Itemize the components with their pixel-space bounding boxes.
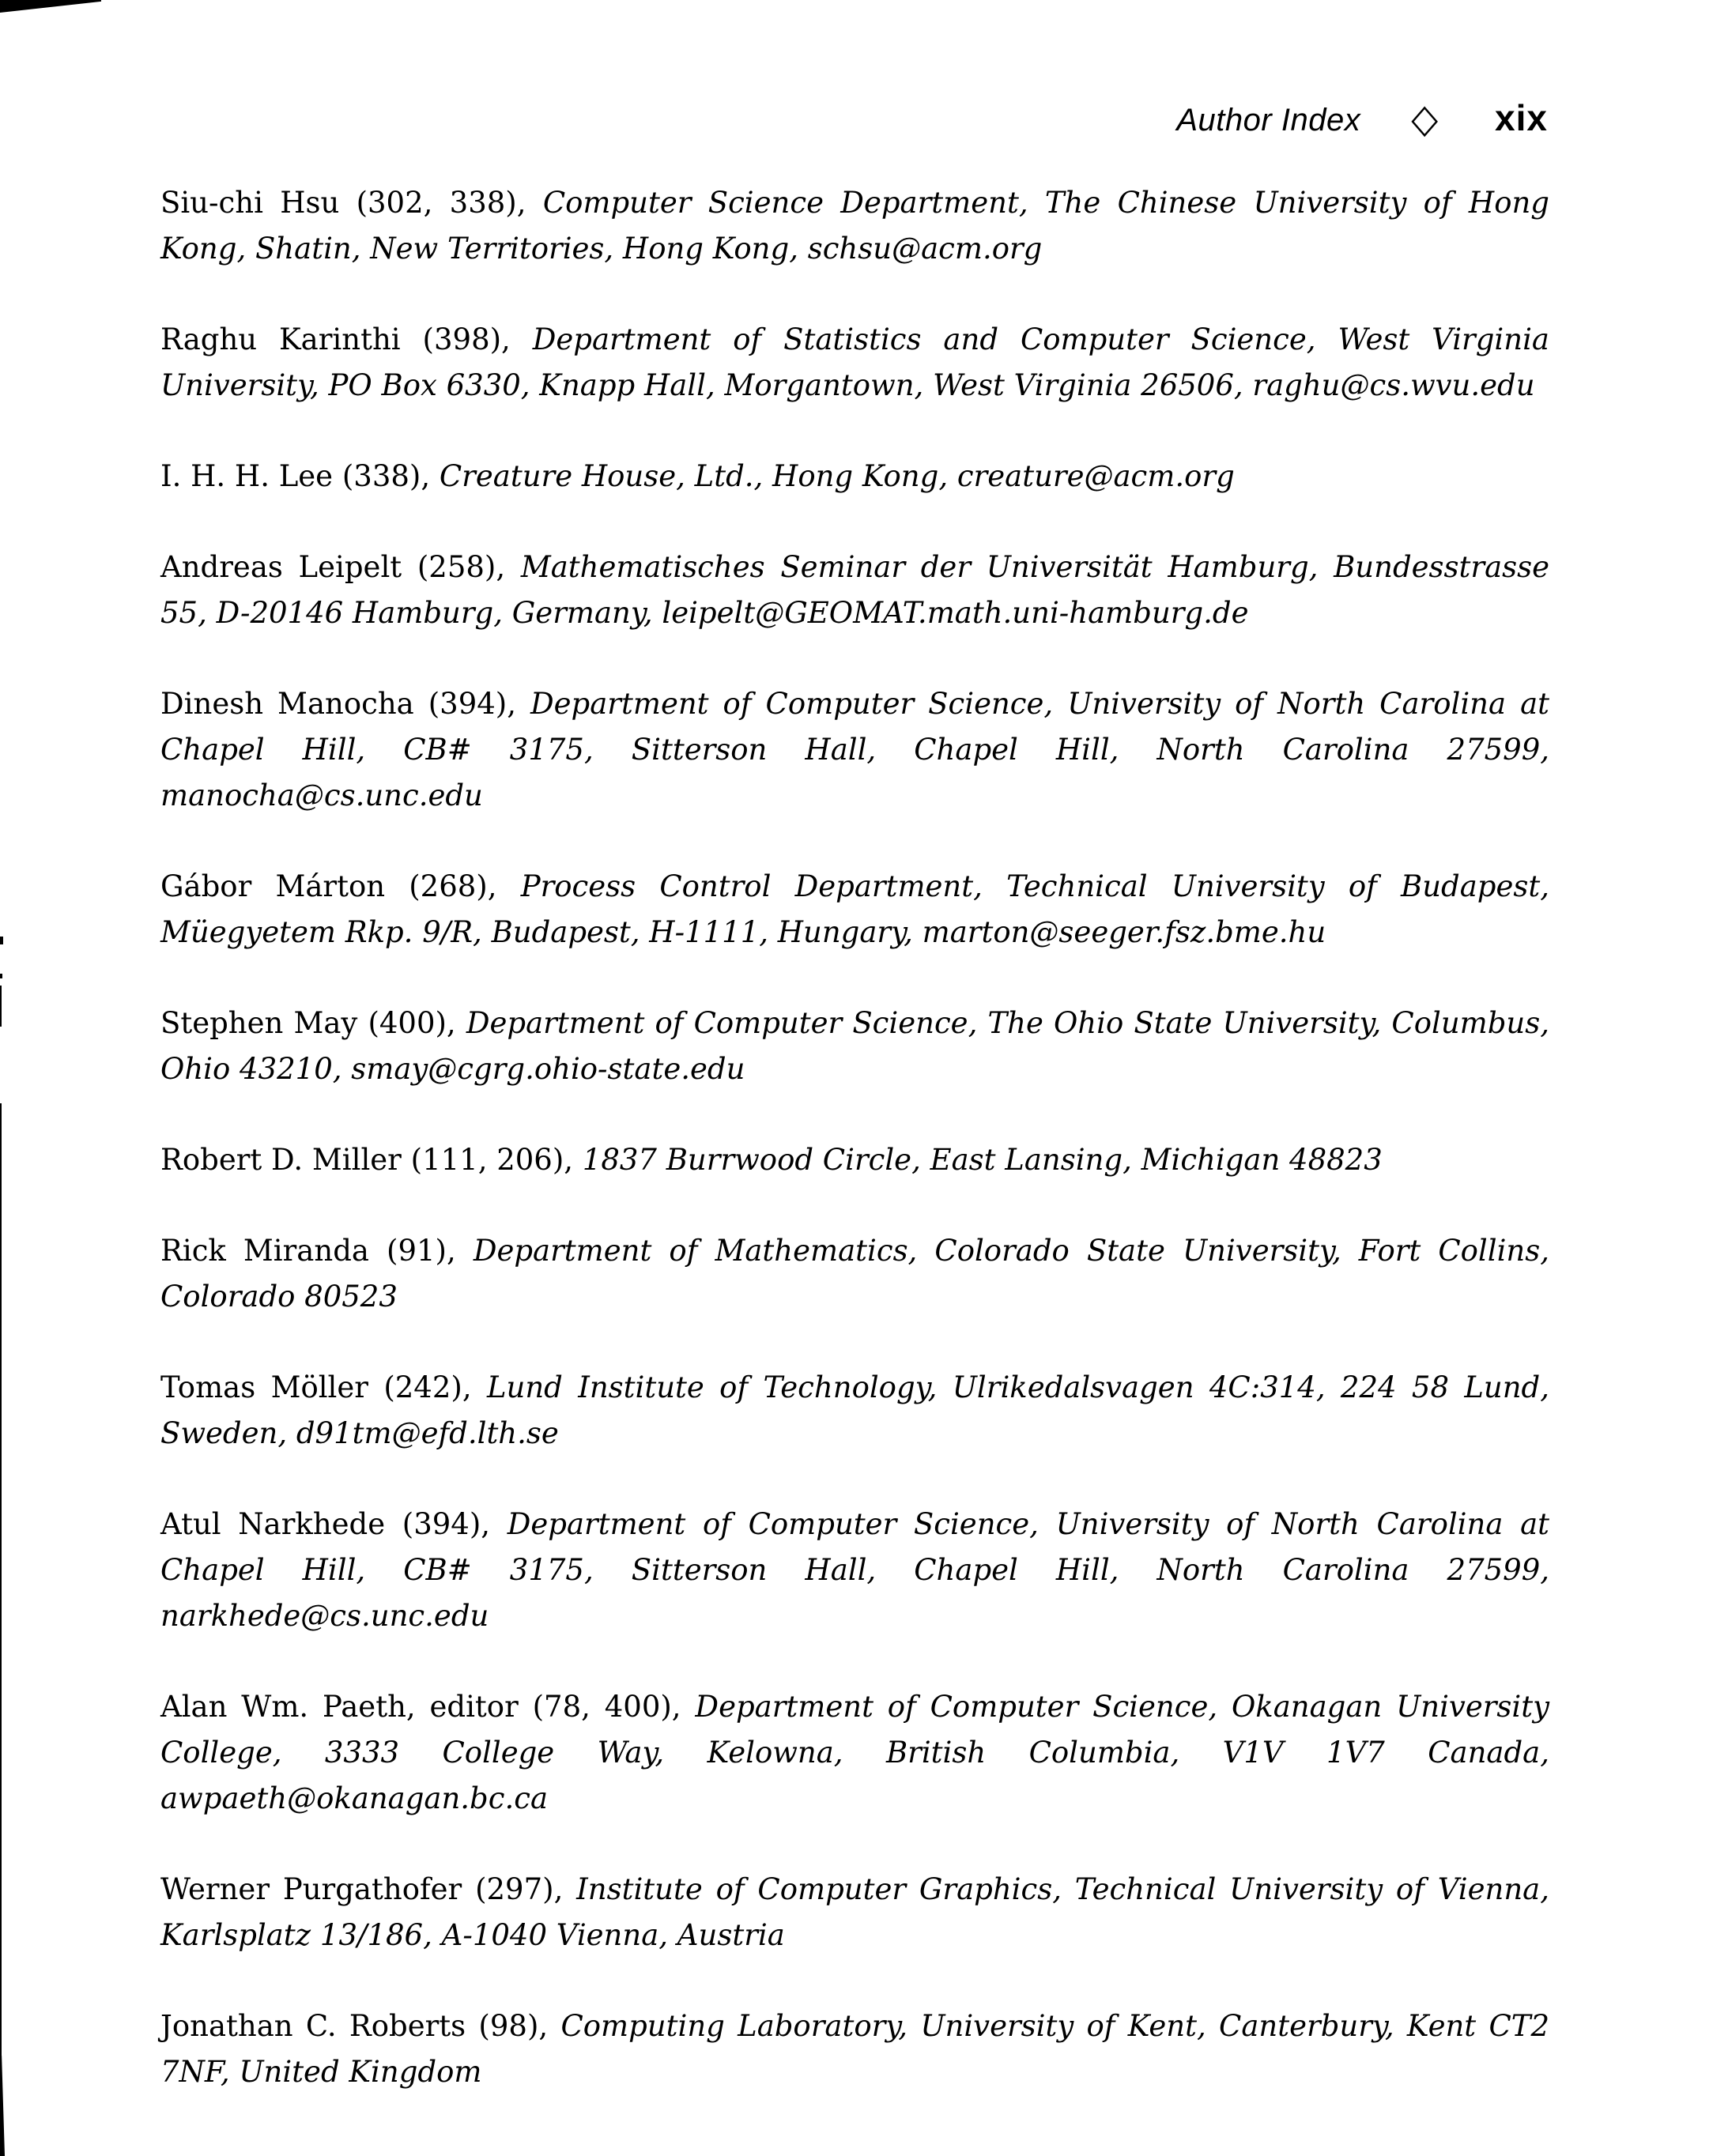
author-page-numbers: (242), xyxy=(368,1370,472,1404)
author-page-numbers: (338), xyxy=(333,459,431,493)
header-title: Author Index xyxy=(1176,103,1361,138)
author-page-numbers: (398), xyxy=(400,322,511,356)
author-affiliation: Department of Computer Science, The Ohio State University, Columbus, Ohio 43210, smay@cgrg.ohio-state.edu xyxy=(160,1006,1550,1086)
author-index-entry xyxy=(160,1228,1549,1320)
author-page-numbers: (91), xyxy=(368,1234,456,1268)
author-index-entry xyxy=(160,864,1549,956)
author-index-entry xyxy=(160,317,1549,409)
author-page-numbers: (258), xyxy=(402,550,506,584)
author-index-entry xyxy=(160,454,1549,499)
author-affiliation: Computer Science Department, The Chinese University of Hong Kong, Shatin, New Territories, Hong Kong, schsu@acm.org xyxy=(160,186,1549,266)
author-page-numbers: (394), xyxy=(413,687,516,721)
author-index-entry xyxy=(160,1867,1549,1958)
author-index-entry xyxy=(160,1001,1549,1092)
author-index-list xyxy=(160,180,1549,2140)
author-name: Robert D. Miller xyxy=(160,1143,402,1177)
author-affiliation: Department of Computer Science, Okanagan University College, 3333 College Way, Kelowna, British Columbia, V1V 1V7 Canada, awpaeth@okanagan.bc.ca xyxy=(160,1690,1550,1815)
author-affiliation: Process Control Department, Technical University of Budapest, Müegyetem Rkp. 9/R, Budapest, H-1111, Hungary, marton@seeger.fsz.bme.hu xyxy=(160,869,1550,949)
author-name: Stephen May xyxy=(160,1006,358,1040)
author-page-numbers: (98), xyxy=(466,2009,549,2043)
author-index-entry xyxy=(160,1684,1549,1822)
author-affiliation: Department of Statistics and Computer Science, West Virginia University, PO Box 6330, Knapp Hall, Morgantown, West Virginia 26506, raghu@cs.wvu.edu xyxy=(160,322,1549,402)
author-name: Dinesh Manocha xyxy=(160,687,414,721)
author-name: Gábor Márton xyxy=(160,869,386,903)
author-name: Andreas Leipelt xyxy=(160,550,402,584)
author-page-numbers: (111, 206), xyxy=(401,1143,574,1177)
scan-artifact-left-edge-mark xyxy=(0,937,3,944)
author-name: Jonathan C. Roberts xyxy=(160,2009,466,2043)
scan-artifact-top-left-wedge xyxy=(0,0,101,13)
scan-artifact-left-edge-line xyxy=(0,1103,2,2056)
scan-artifact-left-edge-line xyxy=(0,986,2,1027)
author-index-entry xyxy=(160,180,1549,272)
author-name: Werner Purgathofer xyxy=(160,1872,462,1906)
page-header xyxy=(0,96,1548,142)
author-affiliation: Lund Institute of Technology, Ulrikedalsvagen 4C:314, 224 58 Lund, Sweden, d91tm@efd.lth.se xyxy=(160,1370,1550,1450)
author-affiliation: Department of Computer Science, University of North Carolina at Chapel Hill, CB# 3175, Sitterson Hall, Chapel Hill, North Carolina 27599, manocha@cs.unc.edu xyxy=(160,687,1549,812)
author-name: Rick Miranda xyxy=(160,1234,369,1268)
author-index-entry xyxy=(160,2003,1549,2095)
author-affiliation: Computing Laboratory, University of Kent, Canterbury, Kent CT2 7NF, United Kingdom xyxy=(160,2009,1549,2089)
author-page-numbers: (394), xyxy=(385,1507,491,1541)
author-name: Atul Narkhede xyxy=(160,1507,386,1541)
scan-artifact-left-edge-mark xyxy=(0,974,2,978)
author-page-numbers: (302, 338), xyxy=(339,186,526,220)
author-name: Alan Wm. Paeth, editor xyxy=(160,1690,519,1724)
author-affiliation: Institute of Computer Graphics, Technical University of Vienna, Karlsplatz 13/186, A-1040 Vienna, Austria xyxy=(160,1872,1549,1952)
author-page-numbers: (268), xyxy=(385,869,497,903)
author-index-entry xyxy=(160,545,1549,636)
author-page-numbers: (297), xyxy=(462,1872,564,1906)
author-affiliation: Mathematisches Seminar der Universität Hamburg, Bundesstrasse 55, D-20146 Hamburg, Germany, leipelt@GEOMAT.math.uni-hamburg.de xyxy=(160,550,1550,630)
author-name: Raghu Karinthi xyxy=(160,322,401,356)
author-index-entry xyxy=(160,1137,1549,1183)
author-index-entry xyxy=(160,1365,1549,1457)
author-name: Siu-chi Hsu xyxy=(160,186,340,220)
author-page-numbers: (400), xyxy=(357,1006,456,1040)
author-name: Tomas Möller xyxy=(160,1370,368,1404)
author-index-entry xyxy=(160,681,1549,819)
author-affiliation: 1837 Burrwood Circle, East Lansing, Michigan 48823 xyxy=(582,1143,1383,1177)
author-affiliation: Department of Mathematics, Colorado State University, Fort Collins, Colorado 80523 xyxy=(160,1234,1550,1314)
page-number: xix xyxy=(1495,97,1548,138)
author-affiliation: Creature House, Ltd., Hong Kong, creature@acm.org xyxy=(439,459,1235,493)
author-name: I. H. H. Lee xyxy=(160,459,334,493)
author-affiliation: Department of Computer Science, University of North Carolina at Chapel Hill, CB# 3175, Sitterson Hall, Chapel Hill, North Carolina 27599, narkhede@cs.unc.edu xyxy=(160,1507,1550,1633)
diamond-icon: ◇ xyxy=(1411,96,1439,142)
scan-artifact-left-edge-line xyxy=(0,2056,5,2156)
author-index-entry xyxy=(160,1502,1549,1639)
author-page-numbers: (78, 400), xyxy=(518,1690,681,1724)
